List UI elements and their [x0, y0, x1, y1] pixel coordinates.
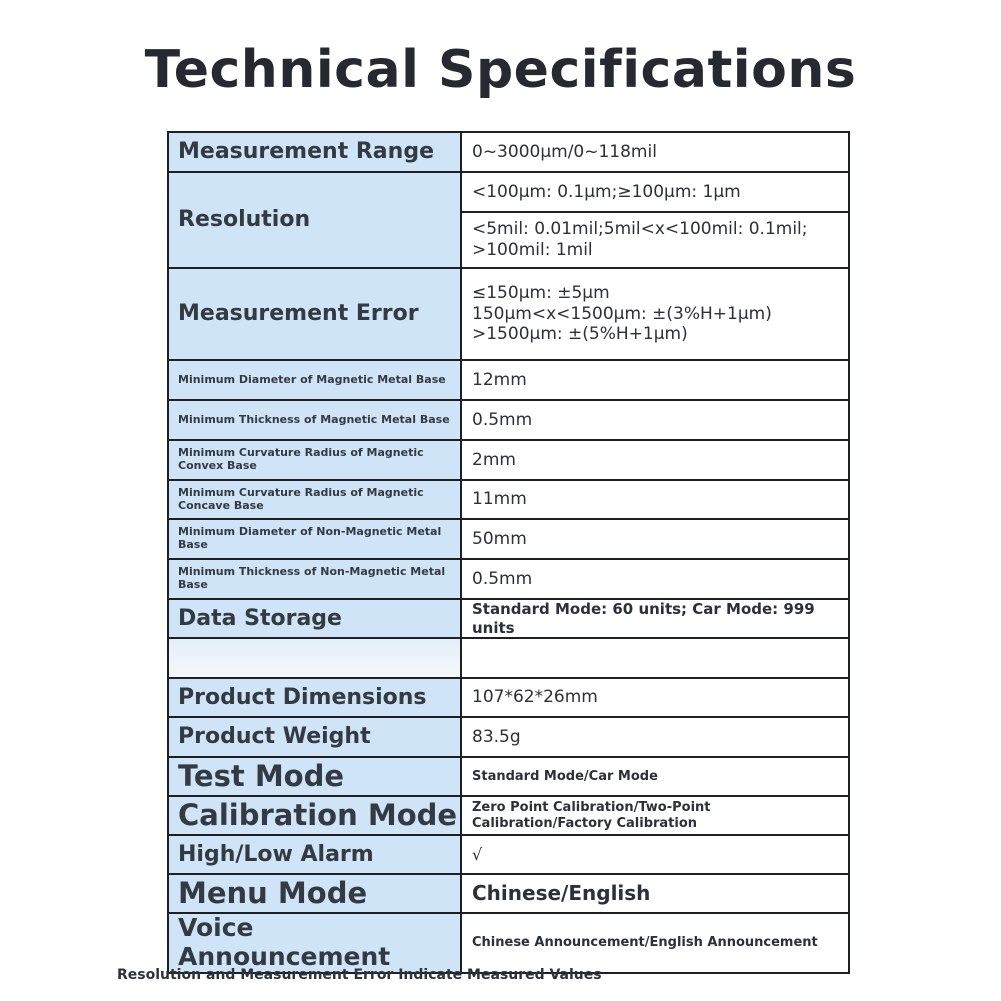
min-thickness-nonmagnetic-label: Minimum Thickness of Non-Magnetic Metal Base [168, 559, 461, 599]
measurement-error-line1: ≤150μm: ±5μm [472, 282, 610, 303]
test-mode-value: Standard Mode/Car Mode [461, 757, 849, 796]
blank-label-cell [168, 638, 461, 678]
spec-table [167, 131, 850, 974]
row-product-weight [168, 717, 849, 757]
row-voice-announcement [168, 913, 849, 973]
measurement-range-value: 0~3000μm/0~118mil [461, 132, 849, 172]
data-storage-value: Standard Mode: 60 units; Car Mode: 999 units [461, 599, 849, 638]
voice-announcement-value: Chinese Announcement/English Announcement [461, 913, 849, 973]
row-min-diameter-nonmagnetic [168, 519, 849, 559]
menu-mode-value: Chinese/English [461, 874, 849, 913]
row-product-dimensions [168, 678, 849, 717]
min-curvature-concave-label: Minimum Curvature Radius of Magnetic Concave Base [168, 480, 461, 519]
min-diameter-magnetic-value: 12mm [461, 360, 849, 400]
row-resolution [168, 172, 849, 212]
row-min-curvature-convex [168, 440, 849, 480]
voice-announcement-label: Voice Announcement [168, 913, 461, 973]
product-dimensions-label: Product Dimensions [168, 678, 461, 717]
row-blank [168, 638, 849, 678]
resolution-value-1: <100μm: 0.1μm;≥100μm: 1μm [461, 172, 849, 212]
measurement-error-label: Measurement Error [168, 268, 461, 360]
product-weight-value: 83.5g [461, 717, 849, 757]
resolution-value-2 [461, 212, 849, 268]
min-thickness-magnetic-label: Minimum Thickness of Magnetic Metal Base [168, 400, 461, 440]
min-diameter-nonmagnetic-label: Minimum Diameter of Non-Magnetic Metal Base [168, 519, 461, 559]
data-storage-label: Data Storage [168, 599, 461, 638]
footnote: Resolution and Measurement Error Indicate Measured Values [117, 967, 602, 983]
min-diameter-magnetic-label: Minimum Diameter of Magnetic Metal Base [168, 360, 461, 400]
calibration-mode-label: Calibration Mode [168, 796, 461, 835]
calibration-mode-value [461, 796, 849, 835]
row-data-storage [168, 599, 849, 638]
min-curvature-convex-value: 2mm [461, 440, 849, 480]
row-min-curvature-concave [168, 480, 849, 519]
measurement-range-label: Measurement Range [168, 132, 461, 172]
test-mode-label: Test Mode [168, 757, 461, 796]
row-measurement-error [168, 268, 849, 360]
row-calibration-mode [168, 796, 849, 835]
resolution-value-2-line1: <5mil: 0.01mil;5mil<x<100mil: 0.1mil; [472, 219, 808, 240]
min-diameter-nonmagnetic-value: 50mm [461, 519, 849, 559]
calibration-mode-line2: Calibration/Factory Calibration [472, 815, 698, 831]
row-high-low-alarm [168, 835, 849, 874]
blank-value-cell [461, 638, 849, 678]
page-title: Technical Specifications [144, 40, 857, 100]
min-thickness-magnetic-value: 0.5mm [461, 400, 849, 440]
resolution-label: Resolution [168, 172, 461, 268]
product-weight-label: Product Weight [168, 717, 461, 757]
measurement-error-line2: 150μm<x<1500μm: ±(3%H+1μm) [472, 303, 772, 324]
row-min-diameter-magnetic [168, 360, 849, 400]
row-min-thickness-nonmagnetic [168, 559, 849, 599]
min-thickness-nonmagnetic-value: 0.5mm [461, 559, 849, 599]
measurement-error-value [461, 268, 849, 360]
product-dimensions-value: 107*62*26mm [461, 678, 849, 717]
resolution-value-2-line2: >100mil: 1mil [472, 240, 593, 260]
high-low-alarm-value: √ [461, 835, 849, 874]
menu-mode-label: Menu Mode [168, 874, 461, 913]
min-curvature-concave-value: 11mm [461, 480, 849, 519]
min-curvature-convex-label: Minimum Curvature Radius of Magnetic Convex Base [168, 440, 461, 480]
row-test-mode [168, 757, 849, 796]
calibration-mode-line1: Zero Point Calibration/Two-Point [472, 799, 711, 815]
row-menu-mode [168, 874, 849, 913]
row-measurement-range [168, 132, 849, 172]
measurement-error-line3: >1500μm: ±(5%H+1μm) [472, 324, 688, 345]
high-low-alarm-label: High/Low Alarm [168, 835, 461, 874]
row-min-thickness-magnetic [168, 400, 849, 440]
